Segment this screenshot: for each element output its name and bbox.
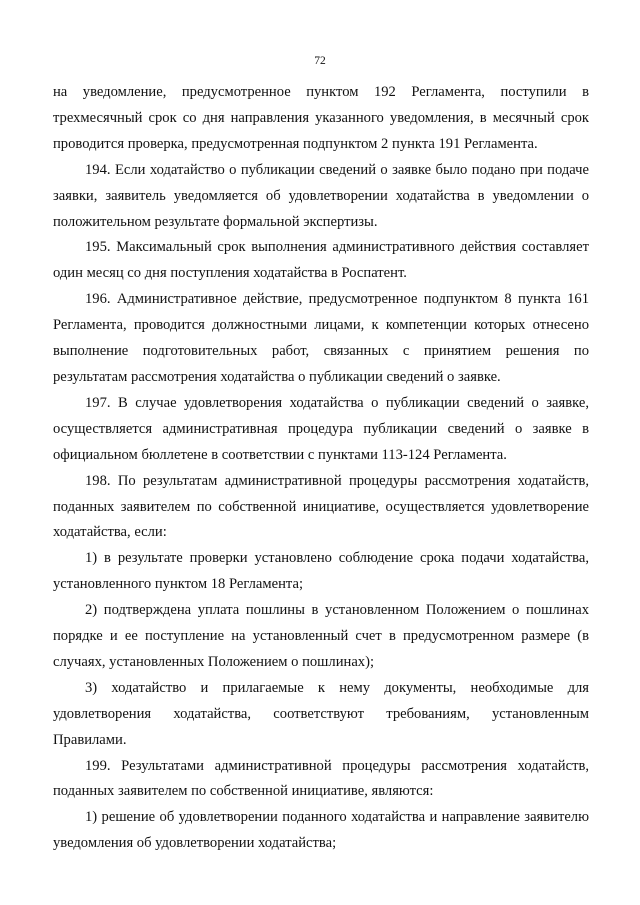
document-body [53,80,589,857]
page-number: 72 [314,55,326,67]
paragraph-199-item-1: 1) решение об удовлетворении поданного ходатайства и направление заявителю уведомления об удовлетворении ходатайства; [53,809,589,852]
paragraph-197: 197. В случае удовлетворения ходатайства о публикации сведений о заявке, осуществляется административная процедура публикации сведений о заявке в официальном бюллетене в соответствии с пунктами 113-124 Регламента. [53,394,589,463]
paragraph-198-item-3: 3) ходатайство и прилагаемые к нему документы, необходимые для удовлетворения ходатайства, соответствуют требованиям, установленным Правилами. [53,679,589,748]
paragraph-199: 199. Результатами административной процедуры рассмотрения ходатайств, поданных заявителем по собственной инициативе, являются: [53,757,589,800]
paragraph-198-item-2: 2) подтверждена уплата пошлины в установленном Положением о пошлинах порядке и ее поступление на установленный счет в предусмотренном размере (в случаях, установленных Положением о пошлинах); [53,602,589,670]
paragraph-continuation: на уведомление, предусмотренное пунктом 192 Регламента, поступили в трехмесячный срок со дня направления указанного уведомления, в месячный срок проводится проверка, предусмотренная подпунктом 2 пункта 191 Регламента. [53,84,589,152]
paragraph-198-item-1: 1) в результате проверки установлено соблюдение срока подачи ходатайства, установленного пунктом 18 Регламента; [53,550,589,593]
paragraph-194: 194. Если ходатайство о публикации сведений о заявке было подано при подаче заявки, заявитель уведомляется об удовлетворении ходатайства в уведомлении о положительном результате формальной экспертизы. [53,161,589,230]
paragraph-195: 195. Максимальный срок выполнения административного действия составляет один месяц со дня поступления ходатайства в Роспатент. [53,239,589,282]
paragraph-196: 196. Административное действие, предусмотренное подпунктом 8 пункта 161 Регламента, проводится должностными лицами, к компетенции которых отнесено выполнение подготовительных работ, связанных с принятием решения по результатам рассмотрения ходатайства о публикации сведений о заявке. [53,291,589,385]
paragraph-198: 198. По результатам административной процедуры рассмотрения ходатайств, поданных заявителем по собственной инициативе, осуществляется удовлетворение ходатайства, если: [53,472,589,541]
